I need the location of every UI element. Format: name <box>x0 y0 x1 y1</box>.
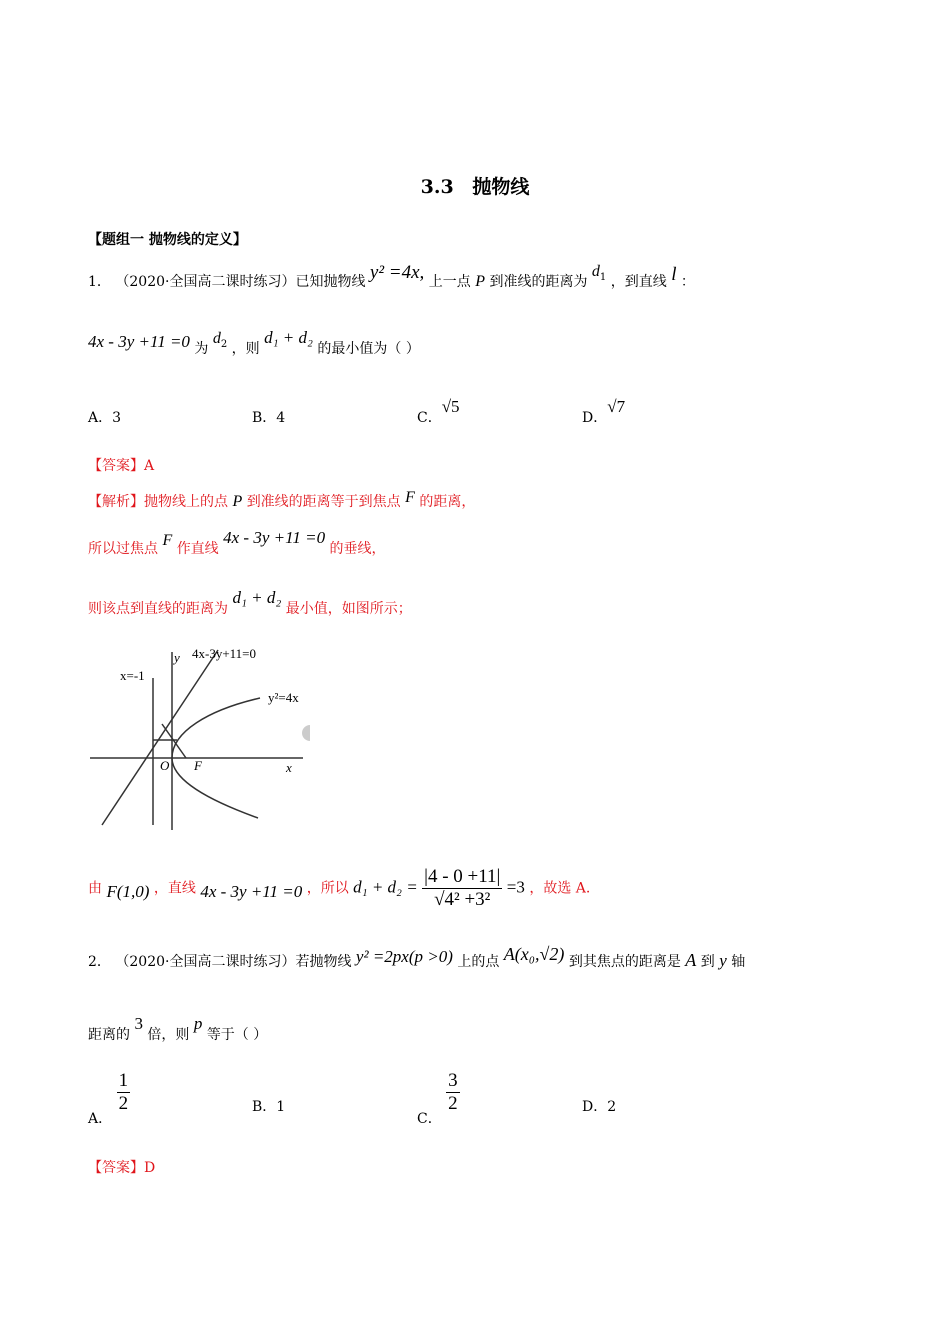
point-f: F <box>162 532 173 549</box>
analysis-text: 所以过焦点 <box>88 541 158 557</box>
q1-line-equation: 4x - 3y +11 =0 <box>88 332 190 351</box>
q2-line2 <box>88 1014 268 1044</box>
q2-text: 倍，则 <box>147 1027 190 1043</box>
q1-sub2: 2 <box>220 339 228 350</box>
conclusion-text: 由 <box>88 880 102 897</box>
q2-three: 3 <box>134 1014 143 1033</box>
q2-text-a: 上的点 <box>457 954 500 970</box>
option-label: A． <box>88 1110 113 1127</box>
q1-analysis-line3 <box>88 588 412 618</box>
q1-text-e: ，则 <box>231 341 260 357</box>
conclusion-text: ，直线 <box>153 880 196 897</box>
q2-option-c[interactable] <box>417 1070 460 1127</box>
option-label: B． <box>252 410 277 426</box>
fraction-denominator: 2 <box>118 1093 129 1114</box>
analysis-text: 作直线 <box>176 541 219 557</box>
fraction-numerator: 1 <box>118 1070 129 1091</box>
q1-option-c[interactable] <box>417 397 460 427</box>
q1-point: P <box>475 273 485 290</box>
analysis-text: 到准线的距离等于到焦点 <box>246 494 401 510</box>
q1-text-f: 的最小值为（ ） <box>317 341 420 357</box>
analysis-text: 的距离， <box>419 494 476 510</box>
label-y: y <box>174 650 180 665</box>
q2-source: （2020·全国高二课时练习）若抛物线 <box>115 954 352 970</box>
option-label: D． <box>582 1099 608 1115</box>
answer-label: 【答案】 <box>88 458 144 474</box>
q1-option-d[interactable] <box>582 397 626 427</box>
q2-point: A(x₀,√2) <box>503 944 565 964</box>
distance-sum: d₁ + d₂ <box>232 588 282 607</box>
q2-line1 <box>88 944 746 971</box>
analysis-text: 最小值，如图所示； <box>285 601 412 617</box>
distance-sum: d₁ + d₂ = <box>353 877 418 897</box>
q1-analysis-line1 <box>88 491 475 511</box>
q1-d2: d <box>212 330 221 347</box>
option-label: C． <box>417 1110 442 1127</box>
distance-fraction <box>422 866 502 911</box>
label-x: x <box>286 760 292 775</box>
q1-line1 <box>88 262 695 292</box>
analysis-text: 的垂线， <box>329 541 386 557</box>
q1-sub1: 1 <box>599 272 607 283</box>
page-title <box>0 172 950 199</box>
answer-value: A <box>144 458 155 474</box>
parabola-figure <box>88 640 313 835</box>
q1-conclusion <box>88 866 590 911</box>
group-heading: 【题组一 抛物线的定义】 <box>88 232 247 248</box>
q1-text-b: 到准线的距离为 <box>489 274 588 290</box>
q1-source: （2020·全国高二课时练习）已知抛物线 <box>115 274 366 290</box>
q1-answer <box>88 455 154 475</box>
point-f: F <box>405 489 415 506</box>
label-o: O <box>160 758 170 773</box>
analysis-label: 【解析】 <box>88 494 144 510</box>
fraction-denominator: √4² +3² <box>422 888 502 911</box>
q1-d1: d <box>591 263 600 280</box>
q1-line2 <box>88 328 420 358</box>
q2-answer <box>88 1157 155 1177</box>
q1-colon: ： <box>680 274 695 290</box>
option-fraction <box>446 1070 460 1115</box>
q2-p: p <box>193 1014 203 1033</box>
q1-option-b[interactable] <box>252 407 285 427</box>
option-label: B． <box>252 1099 277 1115</box>
option-label: D． <box>582 410 608 426</box>
option-label: C． <box>417 410 442 426</box>
q1-text-a: 上一点 <box>428 274 471 290</box>
fraction-numerator: |4 - 0 +11| <box>424 866 501 887</box>
q2-text-b: 到其焦点的距离是 <box>568 954 681 970</box>
q2-text: 等于（ ） <box>206 1027 268 1043</box>
focus-point: F(1,0) <box>106 881 150 901</box>
label-parabola: y²=4x <box>268 690 299 705</box>
option-value: √7 <box>607 397 626 416</box>
q1-text-c: ，到直线 <box>610 274 667 290</box>
option-value: 4 <box>276 410 286 426</box>
result: =3 <box>506 877 525 897</box>
conclusion-text: ，所以 <box>306 880 349 897</box>
q1-number: 1． <box>88 274 111 290</box>
option-value: 1 <box>276 1099 286 1115</box>
fraction-numerator: 3 <box>448 1070 458 1091</box>
conclusion-text: ，故选 A. <box>529 880 591 897</box>
q1-line-l: l <box>671 264 677 285</box>
q1-equation: y² =4x, <box>369 262 425 283</box>
line-equation: 4x - 3y +11 =0 <box>200 881 303 901</box>
answer-label: 【答案】 <box>88 1160 144 1176</box>
point-p: P <box>232 493 243 510</box>
label-line: 4x-3y+11=0 <box>192 646 257 661</box>
perpendicular-line <box>162 724 186 758</box>
q2-option-d[interactable] <box>582 1096 616 1116</box>
section-title: 抛物线 <box>472 176 530 198</box>
q2-text-d: 轴 <box>731 954 746 970</box>
q2-text: 距离的 <box>88 1027 130 1043</box>
q2-option-b[interactable] <box>252 1096 285 1116</box>
option-value: 3 <box>112 410 122 426</box>
option-fraction <box>117 1070 131 1115</box>
fraction-denominator: 2 <box>448 1093 458 1114</box>
q2-equation: y² =2px(p >0) <box>355 947 453 966</box>
q1-sum: d₁ + d₂ <box>264 328 313 347</box>
decoration-mark <box>302 725 310 741</box>
option-value: 2 <box>607 1099 617 1115</box>
q1-option-a[interactable] <box>88 407 121 427</box>
option-value: √5 <box>441 397 460 416</box>
q1-text-d: 为 <box>194 341 209 357</box>
q2-number: 2． <box>88 954 111 970</box>
label-f: F <box>194 758 202 773</box>
q2-text-c: 到 <box>700 954 715 970</box>
q2-option-a[interactable] <box>88 1070 130 1127</box>
section-number: 3.3 <box>420 176 454 198</box>
analysis-text: 抛物线上的点 <box>144 494 228 510</box>
label-directrix: x=-1 <box>120 668 145 683</box>
q2-point-a: A <box>685 950 697 970</box>
option-label: A． <box>88 410 113 426</box>
q1-analysis-line2 <box>88 528 386 558</box>
line-equation: 4x - 3y +11 =0 <box>223 528 326 547</box>
analysis-text: 则该点到直线的距离为 <box>88 601 228 617</box>
q2-axis-y: y <box>719 951 727 970</box>
answer-value: D <box>144 1160 156 1176</box>
